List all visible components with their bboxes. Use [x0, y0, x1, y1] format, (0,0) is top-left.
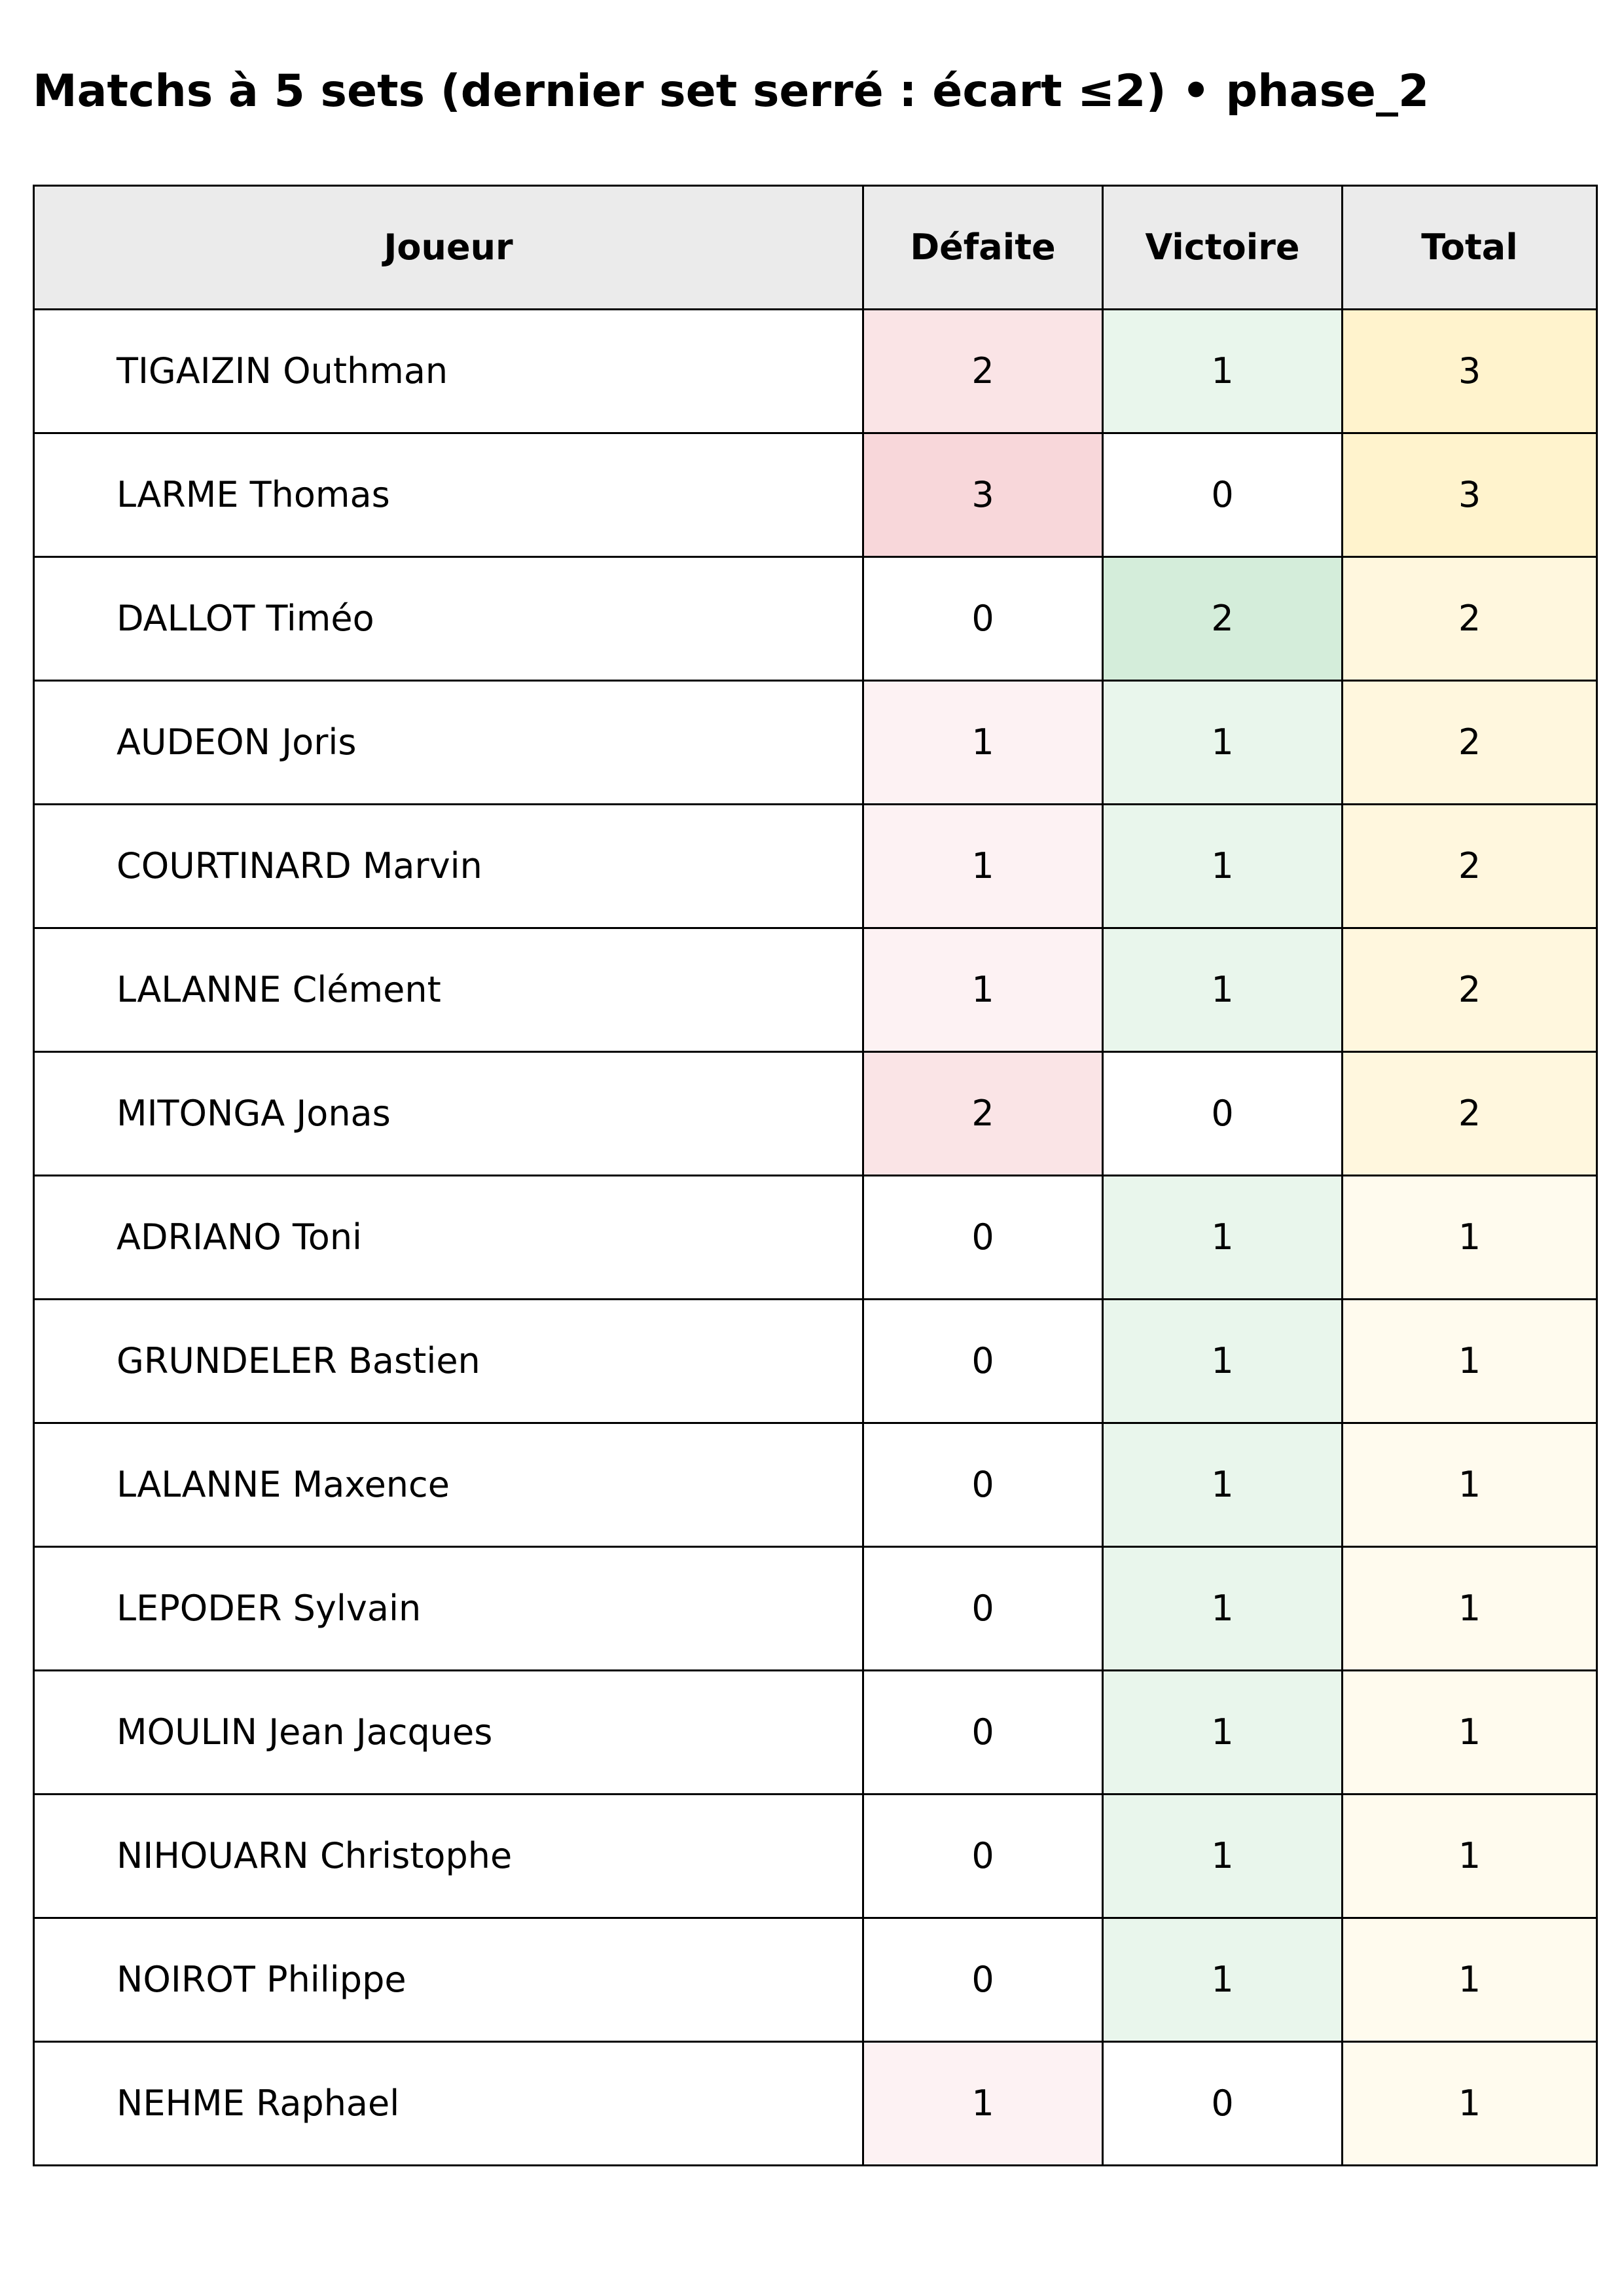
total-cell: 3: [1343, 433, 1597, 557]
player-cell: GRUNDELER Bastien: [34, 1300, 863, 1423]
victory-cell: 1: [1103, 1795, 1343, 1918]
table-row: [34, 1795, 1597, 1918]
table-row: [34, 1918, 1597, 2042]
header-row: [34, 186, 1597, 310]
header-player: Joueur: [34, 186, 863, 310]
victory-cell: 1: [1103, 1300, 1343, 1423]
defeat-cell: 1: [863, 805, 1103, 928]
victory-cell: 1: [1103, 1671, 1343, 1795]
table-row: [34, 1300, 1597, 1423]
player-cell: MOULIN Jean Jacques: [34, 1671, 863, 1795]
player-cell: NIHOUARN Christophe: [34, 1795, 863, 1918]
defeat-cell: 0: [863, 1423, 1103, 1547]
defeat-cell: 0: [863, 557, 1103, 681]
defeat-cell: 0: [863, 1918, 1103, 2042]
victory-cell: 1: [1103, 310, 1343, 433]
player-cell: AUDEON Joris: [34, 681, 863, 805]
defeat-cell: 0: [863, 1300, 1103, 1423]
total-cell: 1: [1343, 1176, 1597, 1300]
player-cell: TIGAIZIN Outhman: [34, 310, 863, 433]
total-cell: 1: [1343, 1300, 1597, 1423]
total-cell: 2: [1343, 1052, 1597, 1176]
player-cell: LEPODER Sylvain: [34, 1547, 863, 1671]
player-cell: LARME Thomas: [34, 433, 863, 557]
total-cell: 3: [1343, 310, 1597, 433]
total-cell: 1: [1343, 1918, 1597, 2042]
victory-cell: 1: [1103, 1176, 1343, 1300]
victory-cell: 1: [1103, 1423, 1343, 1547]
header-total: Total: [1343, 186, 1597, 310]
defeat-cell: 0: [863, 1176, 1103, 1300]
table-row: [34, 928, 1597, 1052]
header-defeat: Défaite: [863, 186, 1103, 310]
defeat-cell: 1: [863, 681, 1103, 805]
defeat-cell: 2: [863, 310, 1103, 433]
table-row: [34, 681, 1597, 805]
victory-cell: 1: [1103, 1918, 1343, 2042]
victory-cell: 0: [1103, 433, 1343, 557]
table-row: [34, 557, 1597, 681]
total-cell: 1: [1343, 2042, 1597, 2166]
victory-cell: 1: [1103, 1547, 1343, 1671]
table-row: [34, 1423, 1597, 1547]
defeat-cell: 3: [863, 433, 1103, 557]
table-body: [34, 310, 1597, 2166]
total-cell: 2: [1343, 805, 1597, 928]
defeat-cell: 1: [863, 2042, 1103, 2166]
table-row: [34, 1547, 1597, 1671]
table-row: [34, 433, 1597, 557]
table-row: [34, 1052, 1597, 1176]
player-cell: DALLOT Timéo: [34, 557, 863, 681]
victory-cell: 0: [1103, 2042, 1343, 2166]
total-cell: 2: [1343, 928, 1597, 1052]
victory-cell: 0: [1103, 1052, 1343, 1176]
player-cell: NEHME Raphael: [34, 2042, 863, 2166]
total-cell: 1: [1343, 1671, 1597, 1795]
defeat-cell: 0: [863, 1671, 1103, 1795]
defeat-cell: 0: [863, 1795, 1103, 1918]
table-row: [34, 310, 1597, 433]
victory-cell: 1: [1103, 681, 1343, 805]
table-row: [34, 1176, 1597, 1300]
player-cell: COURTINARD Marvin: [34, 805, 863, 928]
total-cell: 1: [1343, 1423, 1597, 1547]
victory-cell: 2: [1103, 557, 1343, 681]
victory-cell: 1: [1103, 928, 1343, 1052]
defeat-cell: 2: [863, 1052, 1103, 1176]
table-row: [34, 805, 1597, 928]
defeat-cell: 1: [863, 928, 1103, 1052]
table-title: Matchs à 5 sets (dernier set serré : écart ≤2) • phase_2: [33, 65, 1430, 117]
victory-cell: 1: [1103, 805, 1343, 928]
player-cell: NOIROT Philippe: [34, 1918, 863, 2042]
total-cell: 2: [1343, 557, 1597, 681]
player-cell: ADRIANO Toni: [34, 1176, 863, 1300]
total-cell: 2: [1343, 681, 1597, 805]
player-cell: LALANNE Maxence: [34, 1423, 863, 1547]
total-cell: 1: [1343, 1547, 1597, 1671]
stats-table: [33, 185, 1598, 2166]
player-cell: LALANNE Clément: [34, 928, 863, 1052]
defeat-cell: 0: [863, 1547, 1103, 1671]
table-row: [34, 2042, 1597, 2166]
table-row: [34, 1671, 1597, 1795]
player-cell: MITONGA Jonas: [34, 1052, 863, 1176]
total-cell: 1: [1343, 1795, 1597, 1918]
header-victory: Victoire: [1103, 186, 1343, 310]
